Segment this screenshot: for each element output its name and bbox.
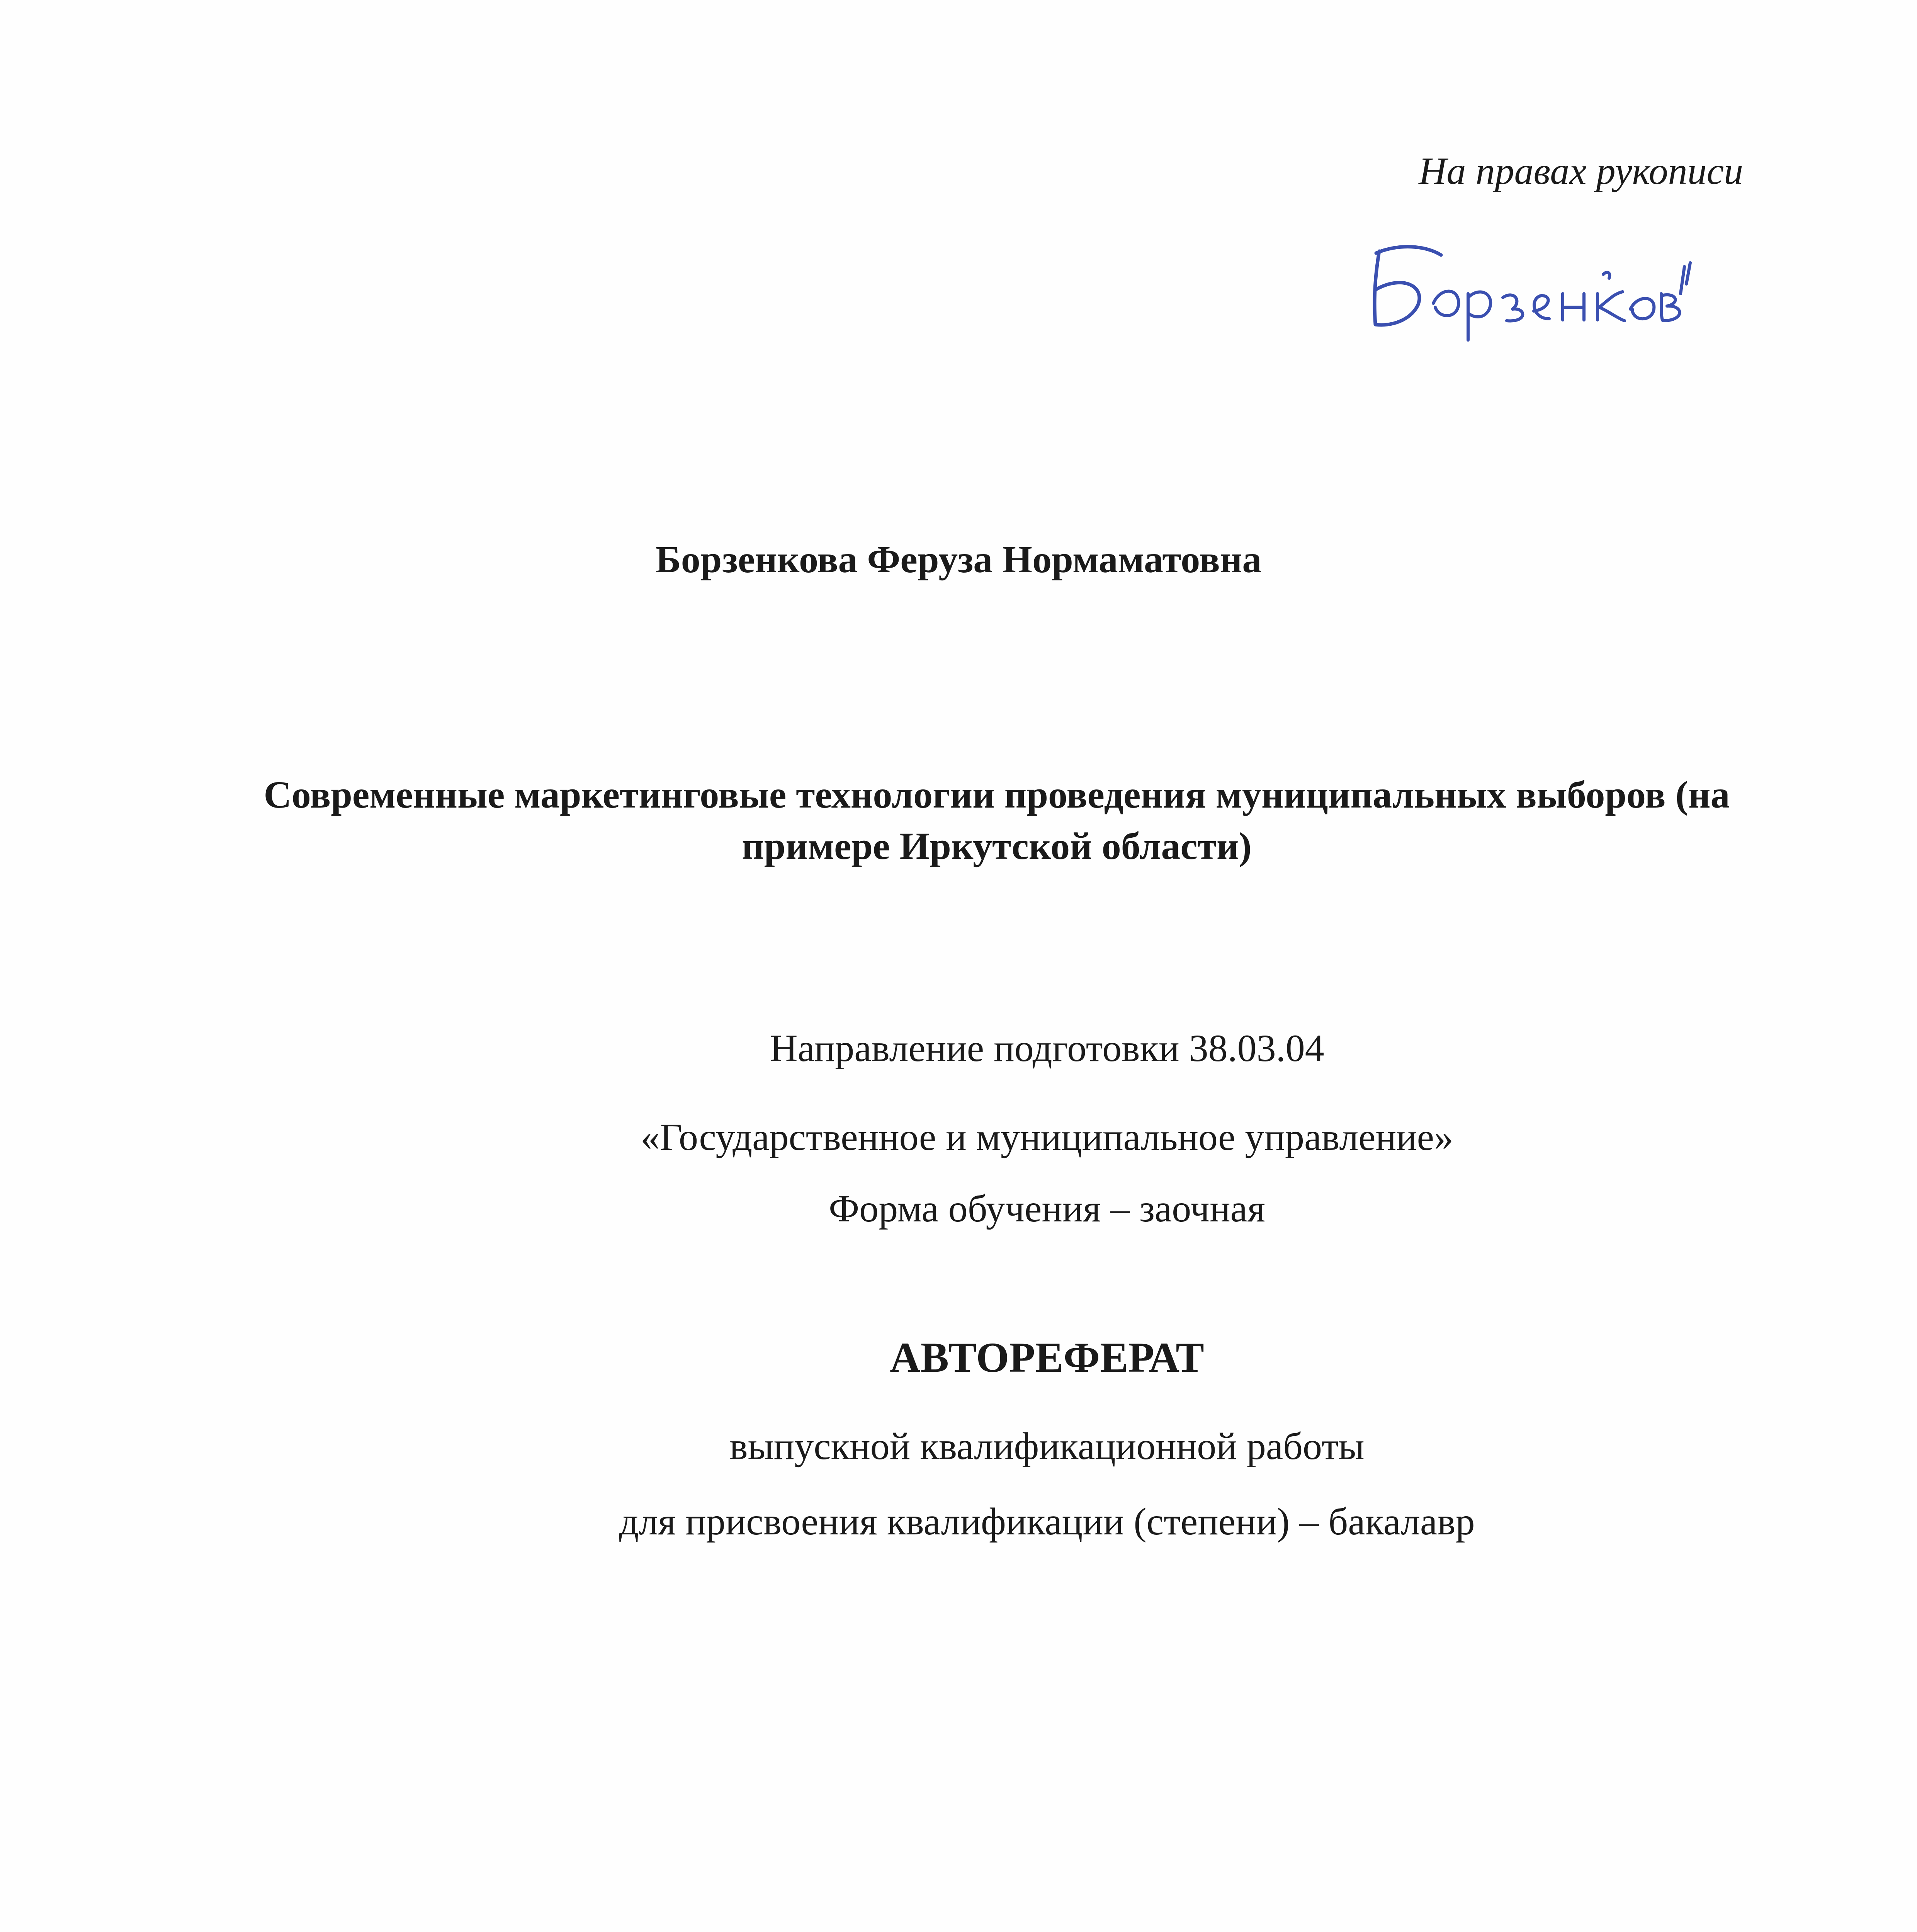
study-specialty: «Государственное и муниципальное управление»: [640, 1116, 1454, 1158]
work-kind: выпускной квалификационной работы: [729, 1425, 1365, 1468]
manuscript-note: На правах рукописи: [1419, 150, 1743, 192]
study-direction: Направление подготовки 38.03.04: [770, 1027, 1324, 1070]
study-form: Форма обучения – заочная: [829, 1187, 1265, 1230]
handwritten-signature: [1352, 216, 1700, 344]
author-name: Борзенкова Феруза Нормаматовна: [655, 538, 1262, 581]
thesis-title: Современные маркетинговые технологии проведения муниципальных выборов (на примере Иркутской области): [263, 773, 1730, 867]
document-type: АВТОРЕФЕРАТ: [890, 1334, 1204, 1381]
degree-line: для присвоения квалификации (степени) – бакалавр: [619, 1500, 1475, 1543]
